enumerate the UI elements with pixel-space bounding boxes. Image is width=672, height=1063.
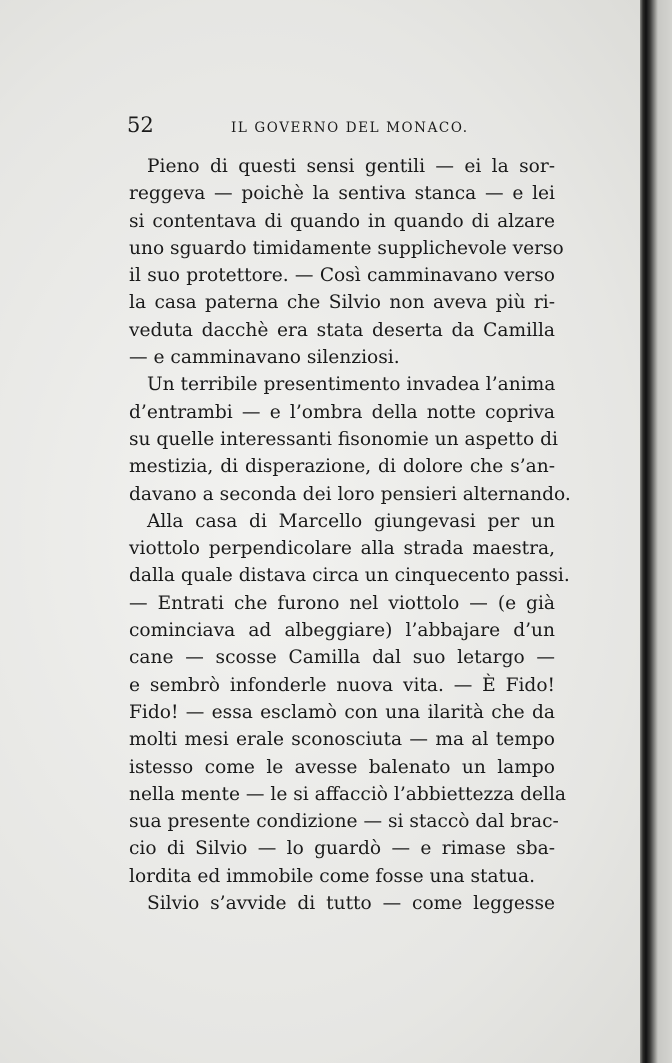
book-spine-edge (640, 0, 672, 1063)
text-line: mestizia, di disperazione, di dolore che s’an- (129, 456, 555, 478)
text-line: Un terribile presentimento invadea l’anima (147, 374, 556, 396)
text-line: Alla casa di Marcello giungevasi per un (147, 510, 555, 532)
text-line: davano a seconda dei loro pensieri alternando. (129, 483, 571, 505)
body-text (129, 153, 571, 917)
running-title: IL GOVERNO DEL MONACO. (231, 120, 469, 136)
text-line: lordita ed immobile come fosse una statua. (129, 865, 535, 887)
text-line: la casa paterna che Silvio non aveva più ri- (129, 292, 555, 314)
text-line: sua presente condizione — si staccò dal brac- (129, 811, 559, 833)
text-line: reggeva — poichè la sentiva stanca — e lei (129, 183, 555, 205)
text-line: istesso come le avesse balenato un lampo (129, 756, 555, 778)
page-number: 52 (127, 113, 154, 137)
text-line: — Entrati che furono nel viottolo — (e già (129, 592, 555, 614)
text-line: d’entrambi — e l’ombra della notte copriva (129, 401, 555, 423)
text-line: Pieno di questi sensi gentili — ei la sor- (147, 156, 555, 177)
text-line: cio di Silvio — lo guardò — e rimase sba- (129, 838, 555, 860)
text-line: molti mesi erale sconosciuta — ma al tempo (129, 729, 555, 751)
page-header (127, 113, 557, 143)
text-line: viottolo perpendicolare alla strada maestra, (129, 538, 555, 560)
text-line: nella mente — le si affacciò l’abbiettezza della (129, 783, 567, 805)
text-line: uno sguardo timidamente supplichevole verso (129, 237, 564, 259)
text-line: cane — scosse Camilla dal suo letargo — (129, 647, 555, 669)
text-line: si contentava di quando in quando di alzare (129, 210, 555, 232)
text-line: il suo protettore. — Così camminavano verso (129, 265, 555, 287)
text-line: su quelle interessanti fisonomie un aspetto di (129, 428, 558, 450)
text-line: cominciava ad albeggiare) l’abbajare d’un (129, 620, 555, 642)
text-line: veduta dacchè era stata deserta da Camilla (129, 319, 555, 341)
text-line: Silvio s’avvide di tutto — come leggesse (147, 893, 555, 915)
text-line: — e camminavano silenziosi. (129, 347, 400, 369)
text-line: dalla quale distava circa un cinquecento passi. (129, 565, 570, 587)
text-line: e sembrò infonderle nuova vita. — È Fido! (129, 674, 555, 696)
text-line: Fido! — essa esclamò con una ilarità che da (129, 701, 555, 723)
